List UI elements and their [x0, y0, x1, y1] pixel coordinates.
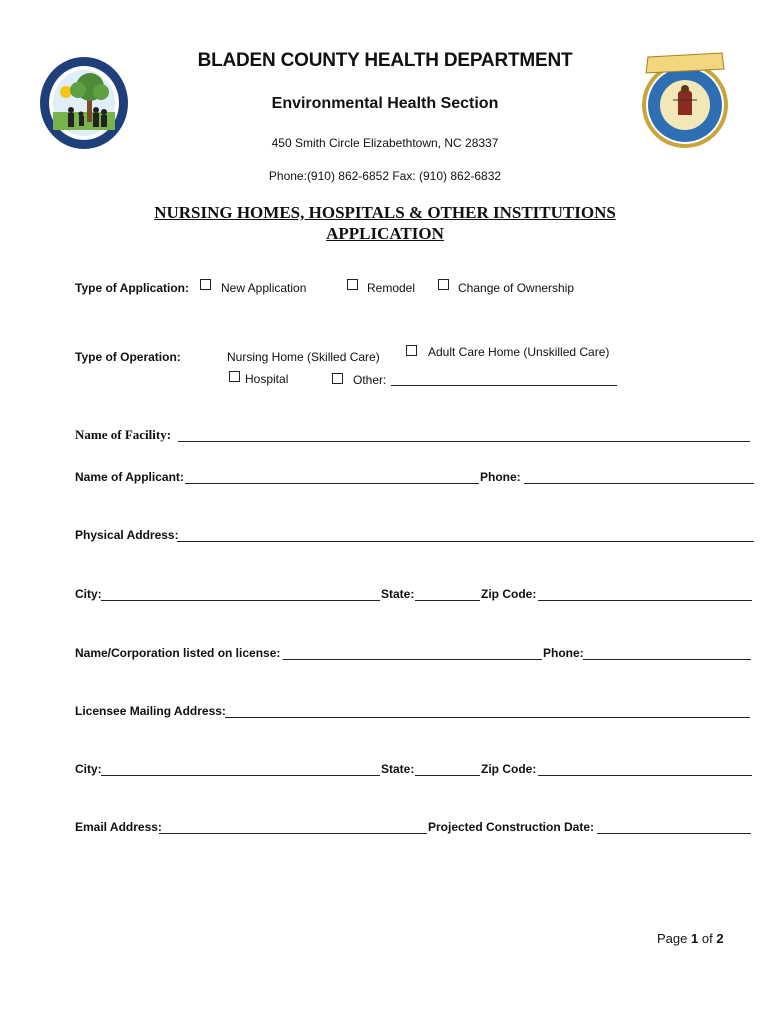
physical-address-label: Physical Address: [75, 528, 179, 542]
corporation-phone-label: Phone: [543, 646, 584, 660]
corporation-blank[interactable] [283, 659, 542, 660]
adult-care-label: Adult Care Home (Unskilled Care) [428, 345, 610, 359]
change-of-ownership-label: Change of Ownership [458, 281, 575, 295]
page-number: 1 [691, 931, 699, 946]
applicant-phone-label: Phone: [480, 470, 521, 484]
mailing-state-label: State: [381, 762, 415, 776]
construction-date-label: Projected Construction Date: [428, 820, 595, 834]
hospital-checkbox[interactable] [229, 371, 240, 382]
facility-zip-label: Zip Code: [481, 587, 537, 601]
email-label: Email Address: [75, 820, 162, 834]
mailing-zip-blank[interactable] [538, 775, 752, 776]
application-type-label: Type of Application: [75, 281, 189, 295]
of-word: of [701, 931, 713, 946]
applicant-name-blank[interactable] [185, 483, 479, 484]
construction-date-blank[interactable] [597, 833, 751, 834]
other-checkbox[interactable] [332, 373, 343, 384]
mailing-zip-label: Zip Code: [481, 762, 537, 776]
new-application-checkbox[interactable] [200, 279, 211, 290]
mailing-city-blank[interactable] [101, 775, 380, 776]
facility-city-blank[interactable] [101, 600, 380, 601]
mailing-address-label: Licensee Mailing Address: [75, 704, 226, 718]
department-title: BLADEN COUNTY HEALTH DEPARTMENT [197, 50, 573, 71]
form-title-line1: NURSING HOMES, HOSPITALS & OTHER INSTITUTIONS [154, 203, 616, 222]
other-label: Other: [353, 373, 387, 387]
facility-name-blank[interactable] [178, 441, 750, 442]
mailing-state-blank[interactable] [415, 775, 480, 776]
email-blank[interactable] [159, 833, 427, 834]
applicant-name-label: Name of Applicant: [75, 470, 184, 484]
facility-state-blank[interactable] [415, 600, 480, 601]
corporation-label: Name/Corporation listed on license: [75, 646, 281, 660]
operation-type-label: Type of Operation: [75, 350, 181, 364]
adult-care-checkbox[interactable] [406, 345, 417, 356]
facility-city-label: City: [75, 587, 102, 601]
section-title: Environmental Health Section [271, 95, 499, 112]
facility-name-label: Name of Facility: [75, 427, 172, 442]
facility-state-label: State: [381, 587, 415, 601]
applicant-phone-blank[interactable] [524, 483, 754, 484]
page-word: Page [657, 931, 688, 946]
department-phone-fax: Phone:(910) 862-6852 Fax: (910) 862-6832 [268, 169, 502, 183]
page-total: 2 [716, 931, 724, 946]
corporation-phone-blank[interactable] [583, 659, 751, 660]
nursing-home-option[interactable]: Nursing Home (Skilled Care) [227, 350, 380, 364]
hospital-label: Hospital [245, 372, 289, 386]
mailing-address-blank[interactable] [225, 717, 750, 718]
facility-zip-blank[interactable] [538, 600, 752, 601]
form-title-line2: APPLICATION [326, 224, 444, 243]
new-application-label: New Application [221, 281, 307, 295]
mailing-city-label: City: [75, 762, 102, 776]
other-blank[interactable] [391, 385, 617, 386]
department-address: 450 Smith Circle Elizabethtown, NC 28337 [271, 136, 499, 150]
change-of-ownership-checkbox[interactable] [438, 279, 449, 290]
remodel-label: Remodel [367, 281, 416, 295]
physical-address-blank[interactable] [177, 541, 754, 542]
page-indicator [657, 931, 724, 946]
remodel-checkbox[interactable] [347, 279, 358, 290]
